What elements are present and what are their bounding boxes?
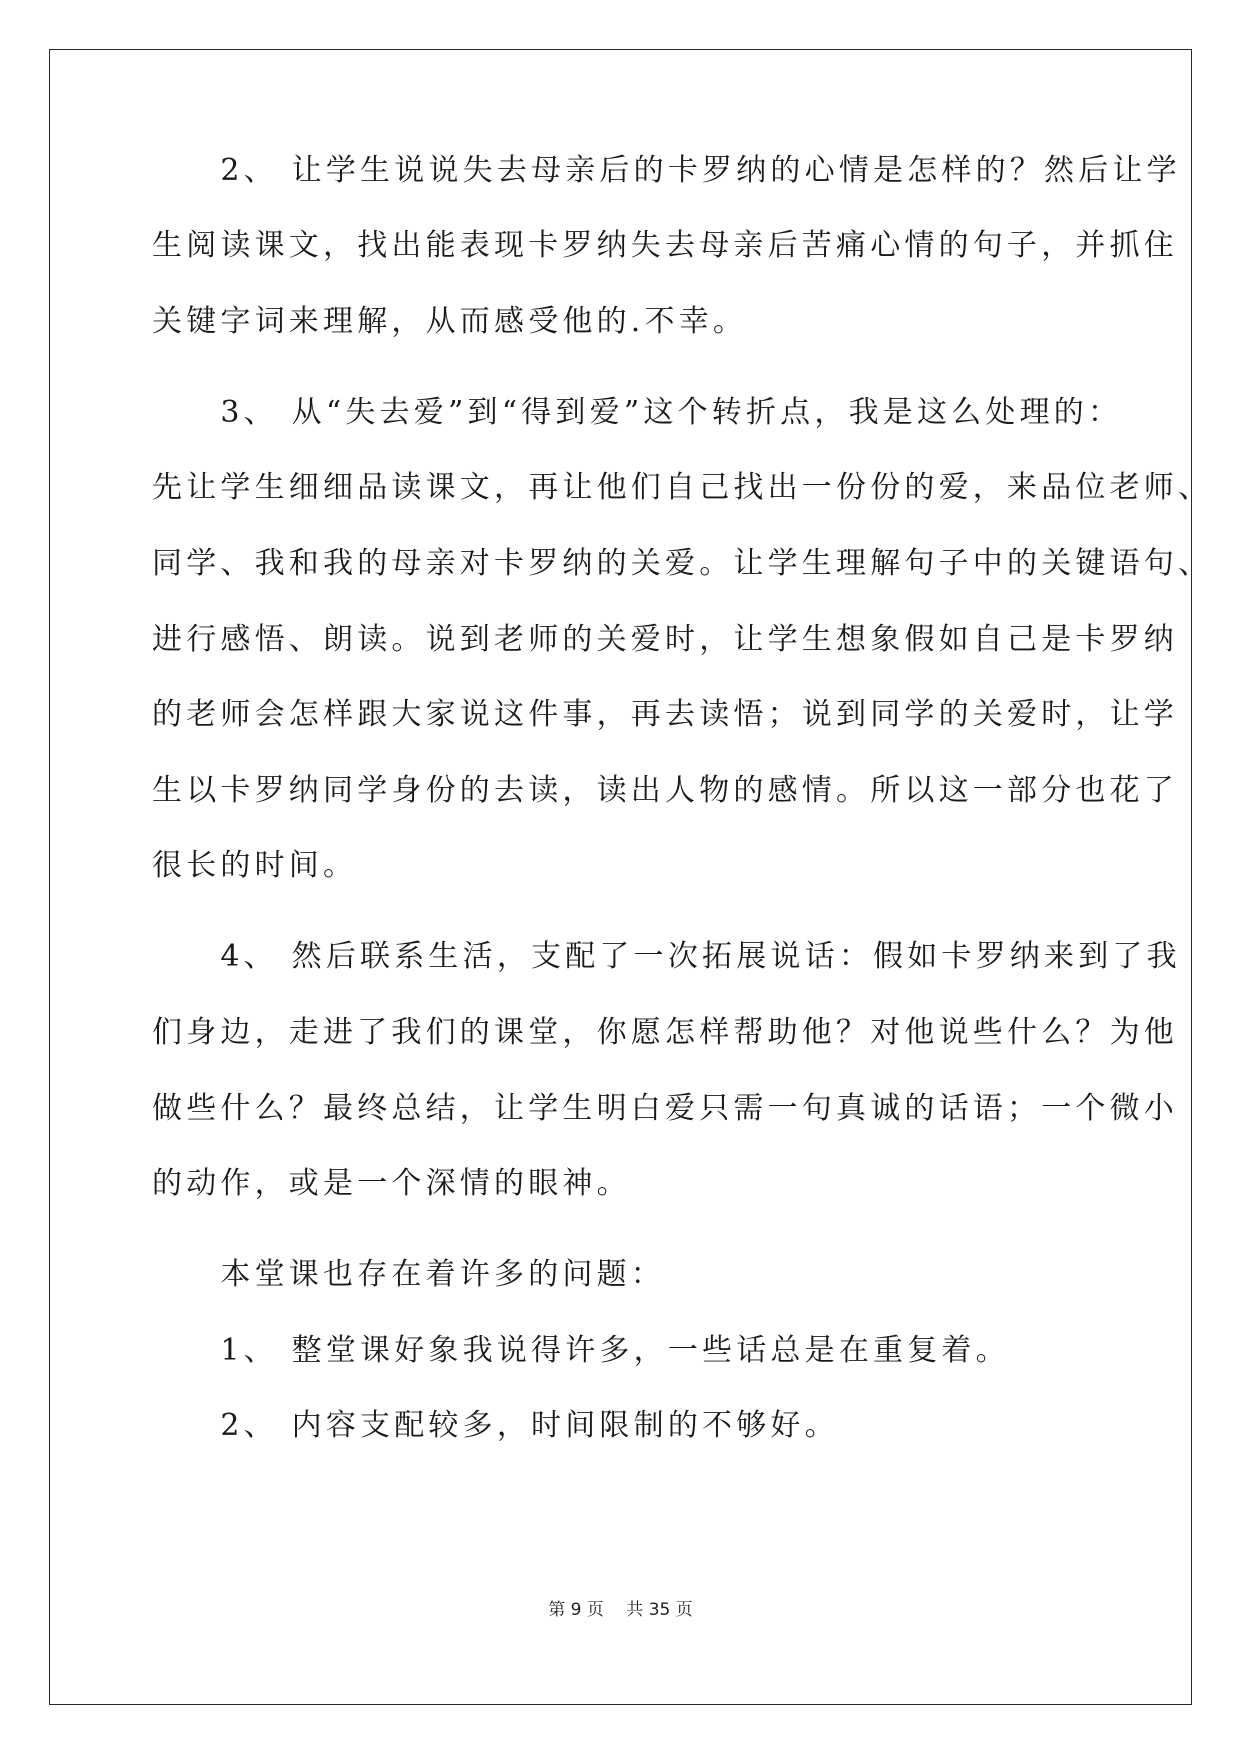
text-line: 生阅读课文，找出能表现卡罗纳失去母亲后苦痛心情的句子，并抓住 — [152, 228, 1178, 263]
text-line: 4、 然后联系生活，支配了一次拓展说话：假如卡罗纳来到了我 — [152, 939, 1181, 974]
text-line: 做些什么？最终总结，让学生明白爱只需一句真诚的话语；一个微小 — [152, 1091, 1178, 1126]
text-line: 们身边，走进了我们的课堂，你愿怎样帮助他？对他说些什么？为他 — [152, 1015, 1178, 1050]
text-line: 2、 让学生说说失去母亲后的卡罗纳的心情是怎样的？然后让学 — [152, 153, 1181, 188]
text-line: 同学、我和我的母亲对卡罗纳的关爱。让学生理解句子中的关键语句、 — [152, 546, 1213, 581]
text-line: 很长的时间。 — [152, 848, 358, 883]
text-line: 3、 从“失去爱”到“得到爱”这个转折点，我是这么处理的： — [152, 395, 1123, 430]
text-line: 关键字词来理解，从而感受他的.不幸。 — [152, 304, 748, 339]
text-line: 1、 整堂课好象我说得许多，一些话总是在重复着。 — [152, 1333, 1010, 1368]
text-line: 先让学生细细品读课文，再让他们自己找出一份份的爱，来品位老师、 — [152, 470, 1213, 505]
text-line: 的老师会怎样跟大家说这件事，再去读悟；说到同学的关爱时，让学 — [152, 697, 1178, 732]
page-number: 第 9 页 共 35 页 — [548, 1600, 693, 1620]
text-line: 生以卡罗纳同学身份的去读，读出人物的感情。所以这一部分也花了 — [152, 773, 1178, 808]
text-line: 的动作，或是一个深情的眼神。 — [152, 1166, 631, 1201]
text-line: 进行感悟、朗读。说到老师的关爱时，让学生想象假如自己是卡罗纳 — [152, 622, 1178, 657]
text-line: 2、 内容支配较多，时间限制的不够好。 — [152, 1408, 839, 1443]
text-line: 本堂课也存在着许多的问题： — [152, 1257, 665, 1292]
